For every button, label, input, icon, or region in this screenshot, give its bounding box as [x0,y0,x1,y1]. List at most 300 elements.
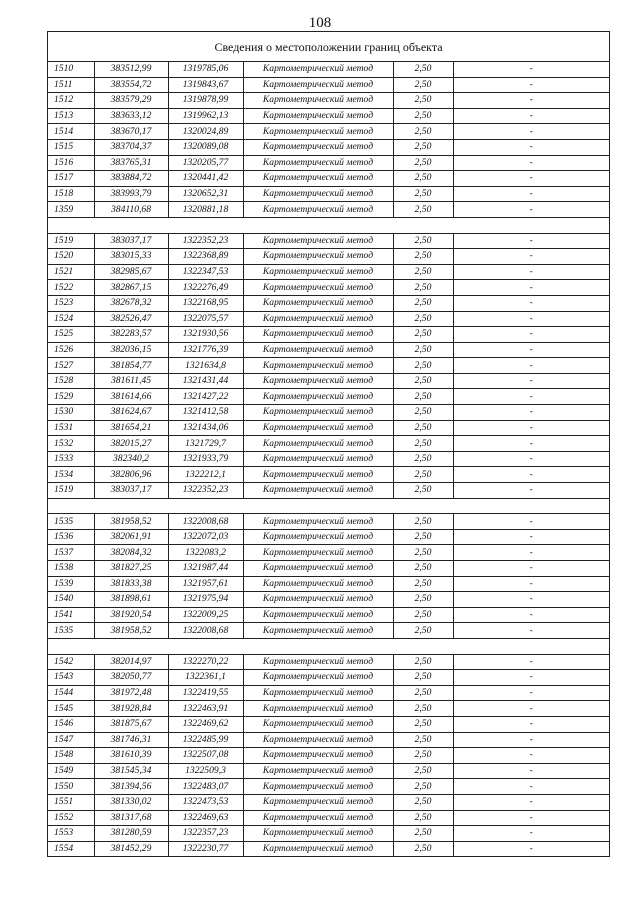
accuracy-cell: 2,50 [393,389,453,405]
method-cell: Картометрический метод [243,732,393,748]
point-number-cell: 1520 [48,249,94,265]
accuracy-cell: 2,50 [393,264,453,280]
description-cell: - [453,155,609,171]
table-row [48,623,609,639]
point-number-cell: 1549 [48,763,94,779]
y-coordinate-cell: 1320441,42 [168,171,243,187]
point-number-cell: 1518 [48,186,94,202]
table-row [48,779,609,795]
y-coordinate-cell: 1320652,31 [168,186,243,202]
table-row [48,124,609,140]
accuracy-cell: 2,50 [393,670,453,686]
table-row [48,483,609,499]
accuracy-cell: 2,50 [393,576,453,592]
method-cell: Картометрический метод [243,748,393,764]
table-row [48,295,609,311]
x-coordinate-cell: 381827,25 [94,561,168,577]
accuracy-cell: 2,50 [393,561,453,577]
point-number-cell: 1359 [48,202,94,218]
description-cell: - [453,810,609,826]
accuracy-cell: 2,50 [393,763,453,779]
accuracy-cell: 2,50 [393,841,453,857]
x-coordinate-cell: 382806,96 [94,467,168,483]
x-coordinate-cell: 381624,67 [94,405,168,421]
x-coordinate-cell: 381280,59 [94,826,168,842]
point-number-cell: 1537 [48,545,94,561]
method-cell: Картометрический метод [243,685,393,701]
point-number-cell: 1531 [48,420,94,436]
description-cell: - [453,748,609,764]
table-row [48,732,609,748]
description-cell: - [453,405,609,421]
method-cell: Картометрический метод [243,545,393,561]
method-cell: Картометрический метод [243,514,393,530]
y-coordinate-cell: 1321957,61 [168,576,243,592]
method-cell: Картометрический метод [243,670,393,686]
point-number-cell: 1550 [48,779,94,795]
accuracy-cell: 2,50 [393,280,453,296]
accuracy-cell: 2,50 [393,202,453,218]
description-cell: - [453,124,609,140]
x-coordinate-cell: 382985,67 [94,264,168,280]
y-coordinate-cell: 1319785,06 [168,62,243,77]
table-title: Сведения о местоположении границ объекта [48,31,609,62]
accuracy-cell: 2,50 [393,327,453,343]
point-number-cell: 1536 [48,529,94,545]
description-cell: - [453,576,609,592]
description-cell: - [453,280,609,296]
description-cell: - [453,186,609,202]
table-row [48,155,609,171]
x-coordinate-cell: 381833,38 [94,576,168,592]
description-cell: - [453,763,609,779]
point-number-cell: 1512 [48,93,94,109]
method-cell: Картометрический метод [243,607,393,623]
x-coordinate-cell: 382061,91 [94,529,168,545]
accuracy-cell: 2,50 [393,685,453,701]
y-coordinate-cell: 1321776,39 [168,342,243,358]
description-cell: - [453,779,609,795]
point-number-cell: 1532 [48,436,94,452]
table-row [48,841,609,857]
y-coordinate-cell: 1322473,53 [168,794,243,810]
point-number-cell: 1525 [48,327,94,343]
y-coordinate-cell: 1322361,1 [168,670,243,686]
accuracy-cell: 2,50 [393,483,453,499]
accuracy-cell: 2,50 [393,124,453,140]
table-row [48,264,609,280]
table-row [48,514,609,530]
x-coordinate-cell: 381958,52 [94,514,168,530]
point-number-cell: 1540 [48,592,94,608]
y-coordinate-cell: 1322075,57 [168,311,243,327]
group-separator-row [48,217,609,233]
table-row [48,561,609,577]
y-coordinate-cell: 1321930,56 [168,327,243,343]
description-cell: - [453,685,609,701]
method-cell: Картометрический метод [243,139,393,155]
accuracy-cell: 2,50 [393,171,453,187]
x-coordinate-cell: 381654,21 [94,420,168,436]
group-separator-row [48,498,609,514]
description-cell: - [453,841,609,857]
point-number-cell: 1551 [48,794,94,810]
point-number-cell: 1544 [48,685,94,701]
x-coordinate-cell: 381898,61 [94,592,168,608]
table-row [48,576,609,592]
table-row [48,607,609,623]
accuracy-cell: 2,50 [393,405,453,421]
table-row [48,373,609,389]
x-coordinate-cell: 381610,39 [94,748,168,764]
table-row [48,311,609,327]
separator-cell [48,638,609,654]
point-number-cell: 1511 [48,77,94,93]
method-cell: Картометрический метод [243,264,393,280]
x-coordinate-cell: 381854,77 [94,358,168,374]
x-coordinate-cell: 381452,29 [94,841,168,857]
table-row [48,592,609,608]
table-row [48,108,609,124]
point-number-cell: 1524 [48,311,94,327]
table-row [48,810,609,826]
y-coordinate-cell: 1322352,23 [168,233,243,249]
description-cell: - [453,670,609,686]
y-coordinate-cell: 1322230,77 [168,841,243,857]
y-coordinate-cell: 1321412,58 [168,405,243,421]
y-coordinate-cell: 1322509,3 [168,763,243,779]
accuracy-cell: 2,50 [393,373,453,389]
table-row [48,670,609,686]
description-cell: - [453,716,609,732]
point-number-cell: 1519 [48,483,94,499]
separator-cell [48,498,609,514]
method-cell: Картометрический метод [243,561,393,577]
description-cell: - [453,654,609,670]
x-coordinate-cell: 382014,97 [94,654,168,670]
point-number-cell: 1535 [48,623,94,639]
y-coordinate-cell: 1321431,44 [168,373,243,389]
x-coordinate-cell: 381330,02 [94,794,168,810]
x-coordinate-cell: 382526,47 [94,311,168,327]
x-coordinate-cell: 382050,77 [94,670,168,686]
method-cell: Картометрический метод [243,826,393,842]
y-coordinate-cell: 1319962,13 [168,108,243,124]
table-row [48,62,609,77]
point-number-cell: 1516 [48,155,94,171]
description-cell: - [453,623,609,639]
description-cell: - [453,171,609,187]
accuracy-cell: 2,50 [393,249,453,265]
point-number-cell: 1530 [48,405,94,421]
table-row [48,794,609,810]
point-number-cell: 1541 [48,607,94,623]
y-coordinate-cell: 1322270,22 [168,654,243,670]
x-coordinate-cell: 383512,99 [94,62,168,77]
method-cell: Картометрический метод [243,654,393,670]
x-coordinate-cell: 383554,72 [94,77,168,93]
y-coordinate-cell: 1322212,1 [168,467,243,483]
table-row [48,202,609,218]
point-number-cell: 1542 [48,654,94,670]
x-coordinate-cell: 383993,79 [94,186,168,202]
y-coordinate-cell: 1320024,89 [168,124,243,140]
y-coordinate-cell: 1321729,7 [168,436,243,452]
method-cell: Картометрический метод [243,779,393,795]
description-cell: - [453,467,609,483]
description-cell: - [453,545,609,561]
point-number-cell: 1539 [48,576,94,592]
description-cell: - [453,264,609,280]
accuracy-cell: 2,50 [393,732,453,748]
accuracy-cell: 2,50 [393,186,453,202]
method-cell: Картометрический метод [243,763,393,779]
point-number-cell: 1548 [48,748,94,764]
accuracy-cell: 2,50 [393,295,453,311]
y-coordinate-cell: 1322507,08 [168,748,243,764]
y-coordinate-cell: 1322083,2 [168,545,243,561]
description-cell: - [453,249,609,265]
y-coordinate-cell: 1321434,06 [168,420,243,436]
point-number-cell: 1515 [48,139,94,155]
accuracy-cell: 2,50 [393,701,453,717]
method-cell: Картометрический метод [243,77,393,93]
description-cell: - [453,451,609,467]
y-coordinate-cell: 1321427,22 [168,389,243,405]
x-coordinate-cell: 382036,15 [94,342,168,358]
description-cell: - [453,607,609,623]
method-cell: Картометрический метод [243,342,393,358]
y-coordinate-cell: 1322469,62 [168,716,243,732]
y-coordinate-cell: 1322008,68 [168,514,243,530]
point-number-cell: 1523 [48,295,94,311]
method-cell: Картометрический метод [243,529,393,545]
y-coordinate-cell: 1322352,23 [168,483,243,499]
method-cell: Картометрический метод [243,171,393,187]
x-coordinate-cell: 383579,29 [94,93,168,109]
x-coordinate-cell: 381928,84 [94,701,168,717]
method-cell: Картометрический метод [243,186,393,202]
point-number-cell: 1552 [48,810,94,826]
method-cell: Картометрический метод [243,389,393,405]
table-row [48,701,609,717]
x-coordinate-cell: 382015,27 [94,436,168,452]
x-coordinate-cell: 381875,67 [94,716,168,732]
accuracy-cell: 2,50 [393,436,453,452]
description-cell: - [453,373,609,389]
accuracy-cell: 2,50 [393,420,453,436]
method-cell: Картометрический метод [243,467,393,483]
description-cell: - [453,202,609,218]
table-row [48,436,609,452]
x-coordinate-cell: 381394,56 [94,779,168,795]
x-coordinate-cell: 381614,66 [94,389,168,405]
y-coordinate-cell: 1322419,55 [168,685,243,701]
accuracy-cell: 2,50 [393,139,453,155]
accuracy-cell: 2,50 [393,794,453,810]
method-cell: Картометрический метод [243,576,393,592]
coordinates-table-body [48,62,609,857]
table-row [48,685,609,701]
y-coordinate-cell: 1322276,49 [168,280,243,296]
description-cell: - [453,358,609,374]
description-cell: - [453,826,609,842]
method-cell: Картометрический метод [243,280,393,296]
description-cell: - [453,436,609,452]
point-number-cell: 1529 [48,389,94,405]
point-number-cell: 1527 [48,358,94,374]
accuracy-cell: 2,50 [393,311,453,327]
accuracy-cell: 2,50 [393,748,453,764]
accuracy-cell: 2,50 [393,514,453,530]
method-cell: Картометрический метод [243,62,393,77]
point-number-cell: 1521 [48,264,94,280]
page-number: 108 [308,15,332,31]
x-coordinate-cell: 383037,17 [94,233,168,249]
point-number-cell: 1534 [48,467,94,483]
method-cell: Картометрический метод [243,124,393,140]
x-coordinate-cell: 382678,32 [94,295,168,311]
accuracy-cell: 2,50 [393,93,453,109]
method-cell: Картометрический метод [243,249,393,265]
x-coordinate-cell: 381545,34 [94,763,168,779]
y-coordinate-cell: 1320205,77 [168,155,243,171]
x-coordinate-cell: 383670,17 [94,124,168,140]
table-row [48,233,609,249]
description-cell: - [453,514,609,530]
accuracy-cell: 2,50 [393,77,453,93]
method-cell: Картометрический метод [243,405,393,421]
method-cell: Картометрический метод [243,233,393,249]
x-coordinate-cell: 381746,31 [94,732,168,748]
method-cell: Картометрический метод [243,794,393,810]
x-coordinate-cell: 381920,54 [94,607,168,623]
method-cell: Картометрический метод [243,327,393,343]
table-row [48,467,609,483]
table-row [48,139,609,155]
accuracy-cell: 2,50 [393,233,453,249]
table-row [48,748,609,764]
point-number-cell: 1526 [48,342,94,358]
table-row [48,826,609,842]
y-coordinate-cell: 1322485,99 [168,732,243,748]
point-number-cell: 1543 [48,670,94,686]
table-row [48,405,609,421]
group-separator-row [48,638,609,654]
accuracy-cell: 2,50 [393,654,453,670]
method-cell: Картометрический метод [243,108,393,124]
description-cell: - [453,311,609,327]
description-cell: - [453,592,609,608]
coordinates-table [48,62,609,857]
x-coordinate-cell: 383884,72 [94,171,168,187]
table-row [48,654,609,670]
method-cell: Картометрический метод [243,373,393,389]
y-coordinate-cell: 1320881,18 [168,202,243,218]
accuracy-cell: 2,50 [393,155,453,171]
x-coordinate-cell: 382084,32 [94,545,168,561]
x-coordinate-cell: 381317,68 [94,810,168,826]
x-coordinate-cell: 381958,52 [94,623,168,639]
x-coordinate-cell: 383765,31 [94,155,168,171]
method-cell: Картометрический метод [243,420,393,436]
y-coordinate-cell: 1322009,25 [168,607,243,623]
accuracy-cell: 2,50 [393,358,453,374]
y-coordinate-cell: 1321634,8 [168,358,243,374]
method-cell: Картометрический метод [243,701,393,717]
method-cell: Картометрический метод [243,592,393,608]
table-row [48,342,609,358]
y-coordinate-cell: 1321933,79 [168,451,243,467]
separator-cell [48,217,609,233]
accuracy-cell: 2,50 [393,545,453,561]
description-cell: - [453,139,609,155]
accuracy-cell: 2,50 [393,451,453,467]
table-row [48,389,609,405]
x-coordinate-cell: 381972,48 [94,685,168,701]
y-coordinate-cell: 1322483,07 [168,779,243,795]
x-coordinate-cell: 382340,2 [94,451,168,467]
method-cell: Картометрический метод [243,451,393,467]
description-cell: - [453,342,609,358]
description-cell: - [453,701,609,717]
accuracy-cell: 2,50 [393,342,453,358]
point-number-cell: 1519 [48,233,94,249]
x-coordinate-cell: 382867,15 [94,280,168,296]
y-coordinate-cell: 1319843,67 [168,77,243,93]
table-row [48,545,609,561]
x-coordinate-cell: 383704,37 [94,139,168,155]
y-coordinate-cell: 1322357,23 [168,826,243,842]
method-cell: Картометрический метод [243,155,393,171]
table-row [48,186,609,202]
description-cell: - [453,62,609,77]
method-cell: Картометрический метод [243,841,393,857]
description-cell: - [453,483,609,499]
y-coordinate-cell: 1322463,91 [168,701,243,717]
accuracy-cell: 2,50 [393,529,453,545]
description-cell: - [453,420,609,436]
method-cell: Картометрический метод [243,436,393,452]
point-number-cell: 1545 [48,701,94,717]
accuracy-cell: 2,50 [393,467,453,483]
table-row [48,451,609,467]
accuracy-cell: 2,50 [393,810,453,826]
description-cell: - [453,108,609,124]
x-coordinate-cell: 383037,17 [94,483,168,499]
description-cell: - [453,561,609,577]
point-number-cell: 1535 [48,514,94,530]
boundary-table-sheet [47,31,610,857]
point-number-cell: 1554 [48,841,94,857]
table-row [48,763,609,779]
description-cell: - [453,327,609,343]
accuracy-cell: 2,50 [393,716,453,732]
description-cell: - [453,93,609,109]
x-coordinate-cell: 382283,57 [94,327,168,343]
y-coordinate-cell: 1322347,53 [168,264,243,280]
accuracy-cell: 2,50 [393,592,453,608]
point-number-cell: 1538 [48,561,94,577]
description-cell: - [453,389,609,405]
method-cell: Картометрический метод [243,716,393,732]
description-cell: - [453,732,609,748]
y-coordinate-cell: 1321987,44 [168,561,243,577]
x-coordinate-cell: 383633,12 [94,108,168,124]
table-row [48,716,609,732]
table-row [48,93,609,109]
x-coordinate-cell: 381611,45 [94,373,168,389]
